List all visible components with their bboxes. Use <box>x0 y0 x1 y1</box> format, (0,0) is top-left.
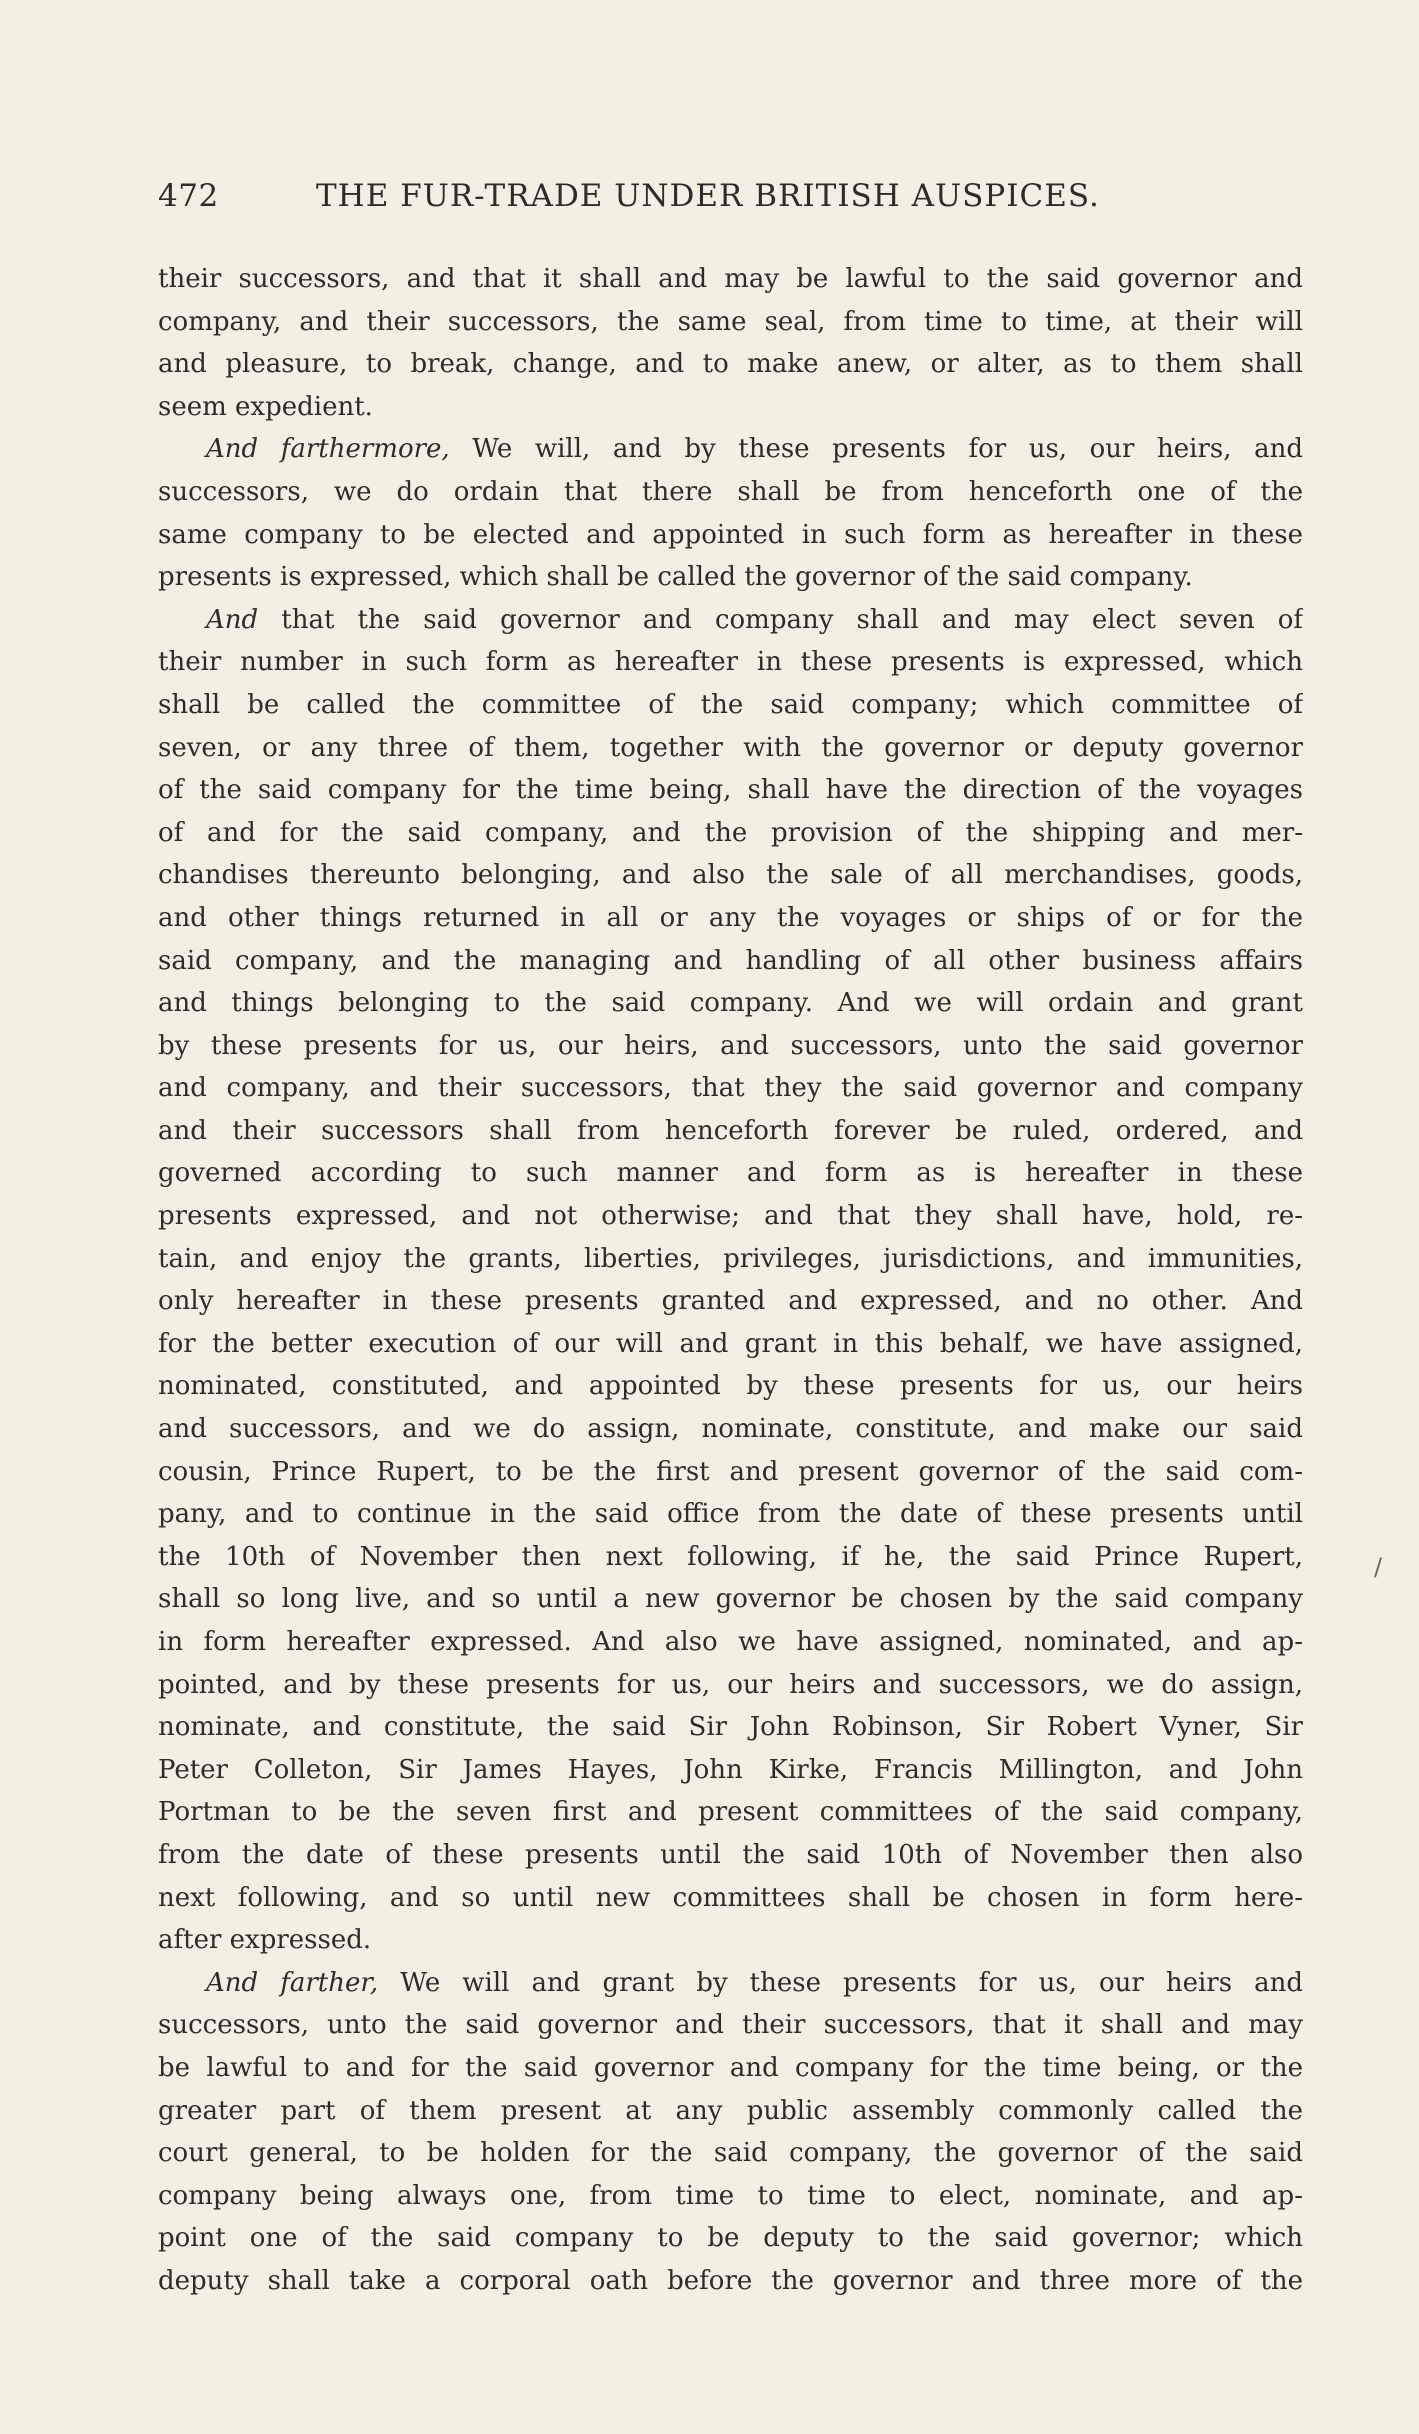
text-line: deputy shall take a corporal oath before the governor and three more of the <box>158 2265 1303 2296</box>
text-line: We will, and by these presents for us, our heirs, and <box>472 434 1303 465</box>
text-line: and pleasure, to break, change, and to make anew, or alter, as to them shall <box>158 349 1303 380</box>
page-number: 472 <box>158 178 219 214</box>
text-line: and their successors shall from henceforth forever be ruled, ordered, and <box>158 1115 1303 1146</box>
text-line: seem expedient. <box>158 391 373 422</box>
italic-lead: And farther, <box>206 1967 379 1998</box>
text-line: successors, we do ordain that there shall be from henceforth one of the <box>158 476 1303 507</box>
text-line: seven, or any three of them, together with the governor or deputy governor <box>158 732 1303 763</box>
text-line: greater part of them present at any public assembly commonly called the <box>158 2095 1303 2126</box>
text-line: successors, unto the said governor and their successors, that it shall and may <box>158 2010 1303 2041</box>
running-title: THE FUR-TRADE UNDER BRITISH AUSPICES. <box>316 178 1100 214</box>
text-line: of and for the said company, and the provision of the shipping and mer- <box>158 817 1303 848</box>
text-line: company being always one, from time to time to elect, nominate, and ap- <box>158 2180 1303 2211</box>
text-line: presents expressed, and not otherwise; and that they shall have, hold, re- <box>158 1201 1303 1232</box>
text-line: by these presents for us, our heirs, and successors, unto the said governor <box>158 1030 1303 1061</box>
paragraph-start-line <box>158 428 1303 471</box>
margin-mark: / <box>1374 1553 1383 1581</box>
text-line: that the said governor and company shall and may elect seven of <box>281 604 1303 635</box>
text-line: pany, and to continue in the said office from the date of these presents until <box>158 1499 1303 1530</box>
italic-lead: And farthermore, <box>206 434 450 465</box>
text-line: next following, and so until new committees shall be chosen in form here- <box>158 1882 1303 1913</box>
text-line: their number in such form as hereafter in these presents is expressed, which <box>158 647 1303 678</box>
text-line: said company, and the managing and handling of all other business affairs <box>158 945 1303 976</box>
running-head <box>158 178 1168 224</box>
paragraph-start-line <box>158 599 1303 642</box>
text-line: and company, and their successors, that they the said governor and company <box>158 1073 1303 1104</box>
text-line: chandises thereunto belonging, and also the sale of all merchandises, goods, <box>158 860 1303 891</box>
text-line: court general, to be holden for the said company, the governor of the said <box>158 2138 1303 2169</box>
text-line: and things belonging to the said company. And we will ordain and grant <box>158 988 1303 1019</box>
text-line: only hereafter in these presents granted and expressed, and no other. And <box>158 1286 1303 1317</box>
text-line: shall so long live, and so until a new governor be chosen by the said company <box>158 1584 1303 1615</box>
text-line: of the said company for the time being, shall have the direction of the voyages <box>158 775 1303 806</box>
text-line: governed according to such manner and form as is hereafter in these <box>158 1158 1303 1189</box>
text-line: We will and grant by these presents for us, our heirs and <box>400 1967 1303 1998</box>
text-line: their successors, and that it shall and may be lawful to the said governor and <box>158 264 1303 294</box>
text-line: pointed, and by these presents for us, our heirs and successors, we do assign, <box>158 1669 1303 1700</box>
text-line: from the date of these presents until the said 10th of November then also <box>158 1839 1303 1870</box>
text-line: for the better execution of our will and grant in this behalf, we have assigned, <box>158 1328 1303 1359</box>
text-line: company, and their successors, the same seal, from time to time, at their will <box>158 306 1303 337</box>
text-line: same company to be elected and appointed in such form as hereafter in these <box>158 519 1303 550</box>
text-line: point one of the said company to be deputy to the said governor; which <box>158 2223 1303 2254</box>
text-line: Portman to be the seven first and present committees of the said company, <box>158 1797 1303 1828</box>
italic-lead: And <box>206 604 259 635</box>
text-line: nominate, and constitute, the said Sir John Robinson, Sir Robert Vyner, Sir <box>158 1712 1303 1743</box>
paragraph-start-line <box>158 1962 1303 2005</box>
text-line: nominated, constituted, and appointed by these presents for us, our heirs <box>158 1371 1303 1402</box>
text-line: tain, and enjoy the grants, liberties, privileges, jurisdictions, and immunities, <box>158 1243 1303 1274</box>
text-line: cousin, Prince Rupert, to be the first and present governor of the said com- <box>158 1456 1303 1487</box>
text-line: the 10th of November then next following, if he, the said Prince Rupert, <box>158 1541 1303 1572</box>
body-text <box>158 258 1303 2296</box>
text-line: Peter Colleton, Sir James Hayes, John Kirke, Francis Millington, and John <box>158 1754 1303 1785</box>
text-line: be lawful to and for the said governor and company for the time being, or the <box>158 2052 1303 2083</box>
text-line: after expressed. <box>158 1925 372 1956</box>
text-line: in form hereafter expressed. And also we have assigned, nominated, and ap- <box>158 1627 1303 1657</box>
text-line: and other things returned in all or any the voyages or ships of or for the <box>158 902 1303 933</box>
text-line: shall be called the committee of the said company; which committee of <box>158 689 1303 720</box>
text-line: presents is expressed, which shall be called the governor of the said company. <box>158 562 1193 593</box>
text-line: and successors, and we do assign, nominate, constitute, and make our said <box>158 1414 1303 1445</box>
